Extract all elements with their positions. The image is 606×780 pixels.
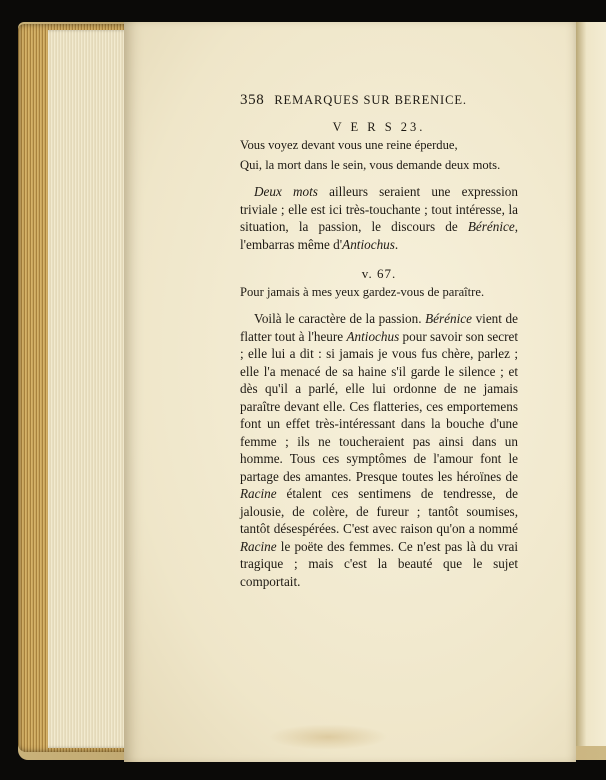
page-stack	[48, 30, 128, 748]
facing-page-edge	[576, 22, 606, 746]
italic-name: Antiochus	[346, 328, 400, 344]
italic-phrase: Deux mots	[254, 184, 318, 199]
commentary-paragraph-1	[240, 183, 518, 253]
italic-name: Bérénice	[425, 311, 472, 327]
text-run: vient de flatter tout à l'heure	[240, 311, 518, 344]
italic-name: Bérénice	[467, 219, 515, 234]
page-content	[240, 92, 518, 603]
text-run: , l'embarras même d'	[240, 219, 518, 252]
text-run: pour savoir son secret ; elle lui a dit : si jamais je vous fus chère, parlez ; elle l'a menacé de sa haine s'il garde le silence ; et dès qu'il a parlé, elle lui ordonne de ne jamais paraître devant elle. Ces flatteries, ces emportemens font un effet très-intéressant dans la bouche d'une femme ; ils ne toucheraient pas ainsi dans un homme. Tous ces symptômes de l'amour font le partage des amantes. Presque toutes les héroïnes de	[240, 328, 518, 484]
commentary-paragraph-2	[240, 310, 518, 590]
italic-name: Racine	[240, 486, 277, 502]
running-title: REMARQUES SUR BERENICE.	[274, 93, 467, 107]
text-run: Voilà le caractère de la passion.	[254, 311, 426, 327]
text-run: .	[394, 236, 399, 252]
quote-line: Vous voyez devant vous une reine éperdue,	[240, 138, 458, 152]
paper-stain	[268, 724, 388, 750]
verse-reference-1: V E R S 23.	[332, 120, 426, 134]
verse-reference-2: v. 67.	[361, 266, 397, 282]
text-run: ailleurs seraient une expression triviale ; elle est ici très-touchante ; tout intéresse, la situation, la passion, le discours de	[240, 184, 518, 234]
quote-line: Pour jamais à mes yeux gardez-vous de paraître.	[240, 285, 485, 300]
running-head	[240, 92, 518, 109]
text-run: étalent ces sentimens de tendresse, de jalousie, de colère, de fureur ; tantôt soumises, tantôt désespérées. C'est avec raison qu'on a nommé	[240, 486, 518, 537]
italic-name: Antiochus	[342, 236, 395, 252]
page-number: 358	[240, 92, 265, 108]
italic-name: Racine	[240, 538, 277, 554]
text-run: le poëte des femmes. Ce n'est pas là du vrai tragique ; mais c'est la beauté que le sujet comportait.	[240, 538, 518, 589]
quote-line: Qui, la mort dans le sein, vous demande deux mots.	[240, 158, 501, 172]
